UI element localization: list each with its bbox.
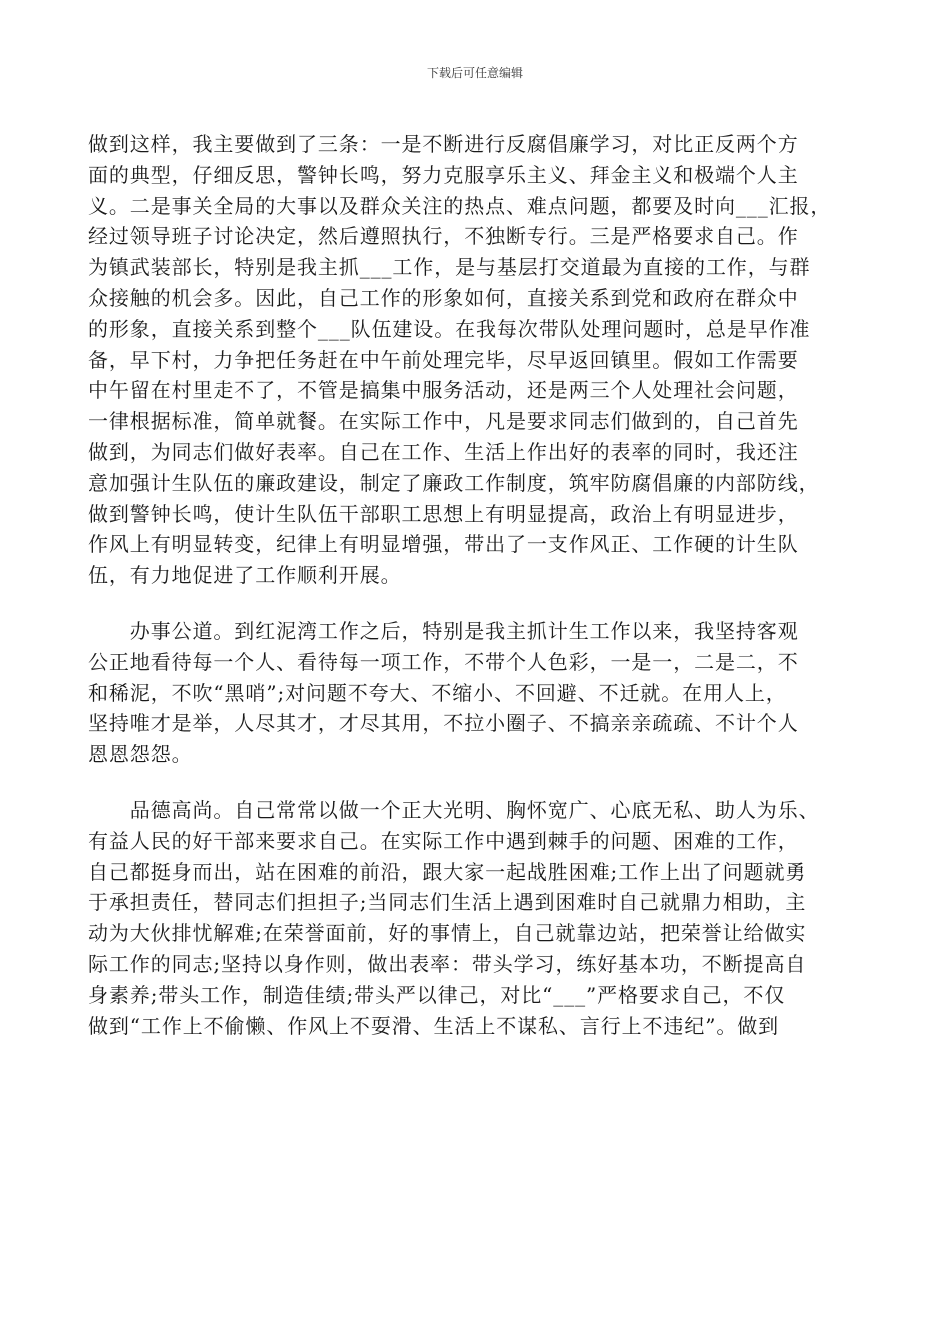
paragraph-discipline [88, 129, 878, 591]
text-line: 身素养;带头工作，制造佳绩;带头严以律己，对比“___”严格要求自己，不仅 [88, 982, 786, 1007]
text-line: 有益人民的好干部来要求自己。在实际工作中遇到棘手的问题、困难的工作， [88, 828, 799, 853]
text-line: 经过领导班子讨论决定，然后遵照执行，不独断专行。三是严格要求自己。作 [88, 224, 799, 249]
paragraph-character [88, 795, 878, 1041]
text-line: 做到，为同志们做好表率。自己在工作、生活上作出好的表率的同时，我还注 [88, 439, 799, 464]
text-line: 备，早下村，力争把任务赶在中午前处理完毕，尽早返回镇里。假如工作需要 [88, 347, 799, 372]
text-line: 际工作的同志;坚持以身作则，做出表率：带头学习，练好基本功，不断提高自 [88, 951, 807, 976]
text-line: 众接触的机会多。因此，自己工作的形象如何，直接关系到党和政府在群众中 [88, 285, 799, 310]
text-line: 坚持唯才是举，人尽其才，才尽其用，不拉小圈子、不搞亲亲疏疏、不计个人 [88, 711, 799, 736]
paragraph-fairness [88, 616, 878, 770]
page-header: 下载后可任意编辑 [426, 66, 523, 80]
text-line: 品德高尚。自己常常以做一个正大光明、胸怀宽广、心底无私、助人为乐、 [88, 797, 820, 822]
text-line: 为镇武装部长，特别是我主抓___工作，是与基层打交道最为直接的工作，与群 [88, 255, 811, 280]
text-line: 面的典型，仔细反思，警钟长鸣，努力克服享乐主义、拜金主义和极端个人主 [88, 162, 799, 187]
text-line: 中午留在村里走不了，不管是搞集中服务活动，还是两三个人处理社会问题， [88, 378, 799, 403]
document-body [88, 129, 878, 1041]
text-line: 自己都挺身而出，站在困难的前沿，跟大家一起战胜困难;工作上出了问题就勇 [88, 859, 807, 884]
text-line: 办事公道。到红泥湾工作之后，特别是我主抓计生工作以来，我坚持客观 [88, 618, 799, 643]
text-line: 作风上有明显转变，纪律上有明显增强，带出了一支作风正、工作硬的计生队 [88, 532, 799, 557]
text-line: 和稀泥，不吹“黑哨”;对问题不夸大、不缩小、不回避、不迁就。在用人上， [88, 680, 787, 705]
text-line: 意加强计生队伍的廉政建设，制定了廉政工作制度，筑牢防腐倡廉的内部防线， [88, 470, 820, 495]
text-line: 伍，有力地促进了工作顺利开展。 [88, 563, 402, 588]
text-line: 动为大伙排忧解难;在荣誉面前，好的事情上，自己就靠边站，把荣誉让给做实 [88, 921, 807, 946]
text-line: 于承担责任，替同志们担担子;当同志们生活上遇到困难时自己就鼎力相助，主 [88, 890, 807, 915]
text-line: 做到警钟长鸣，使计生队伍干部职工思想上有明显提高，政治上有明显进步， [88, 501, 799, 526]
text-line: 一律根据标准，简单就餐。在实际工作中，凡是要求同志们做到的，自己首先 [88, 409, 799, 434]
text-line: 的形象，直接关系到整个___队伍建设。在我每次带队处理问题时，总是早作准 [88, 316, 811, 341]
text-line: 做到这样，我主要做到了三条：一是不断进行反腐倡廉学习，对比正反两个方 [88, 132, 799, 156]
text-line: 恩恩怨怨。 [88, 742, 193, 767]
text-line: 公正地看待每一个人、看待每一项工作，不带个人色彩，一是一，二是二，不 [88, 649, 799, 674]
text-line: 做到“工作上不偷懒、作风上不耍滑、生活上不谋私、言行上不违纪”。做到 [88, 1013, 780, 1038]
text-line: 义。二是事关全局的大事以及群众关注的热点、难点问题，都要及时向___汇报， [88, 193, 832, 218]
